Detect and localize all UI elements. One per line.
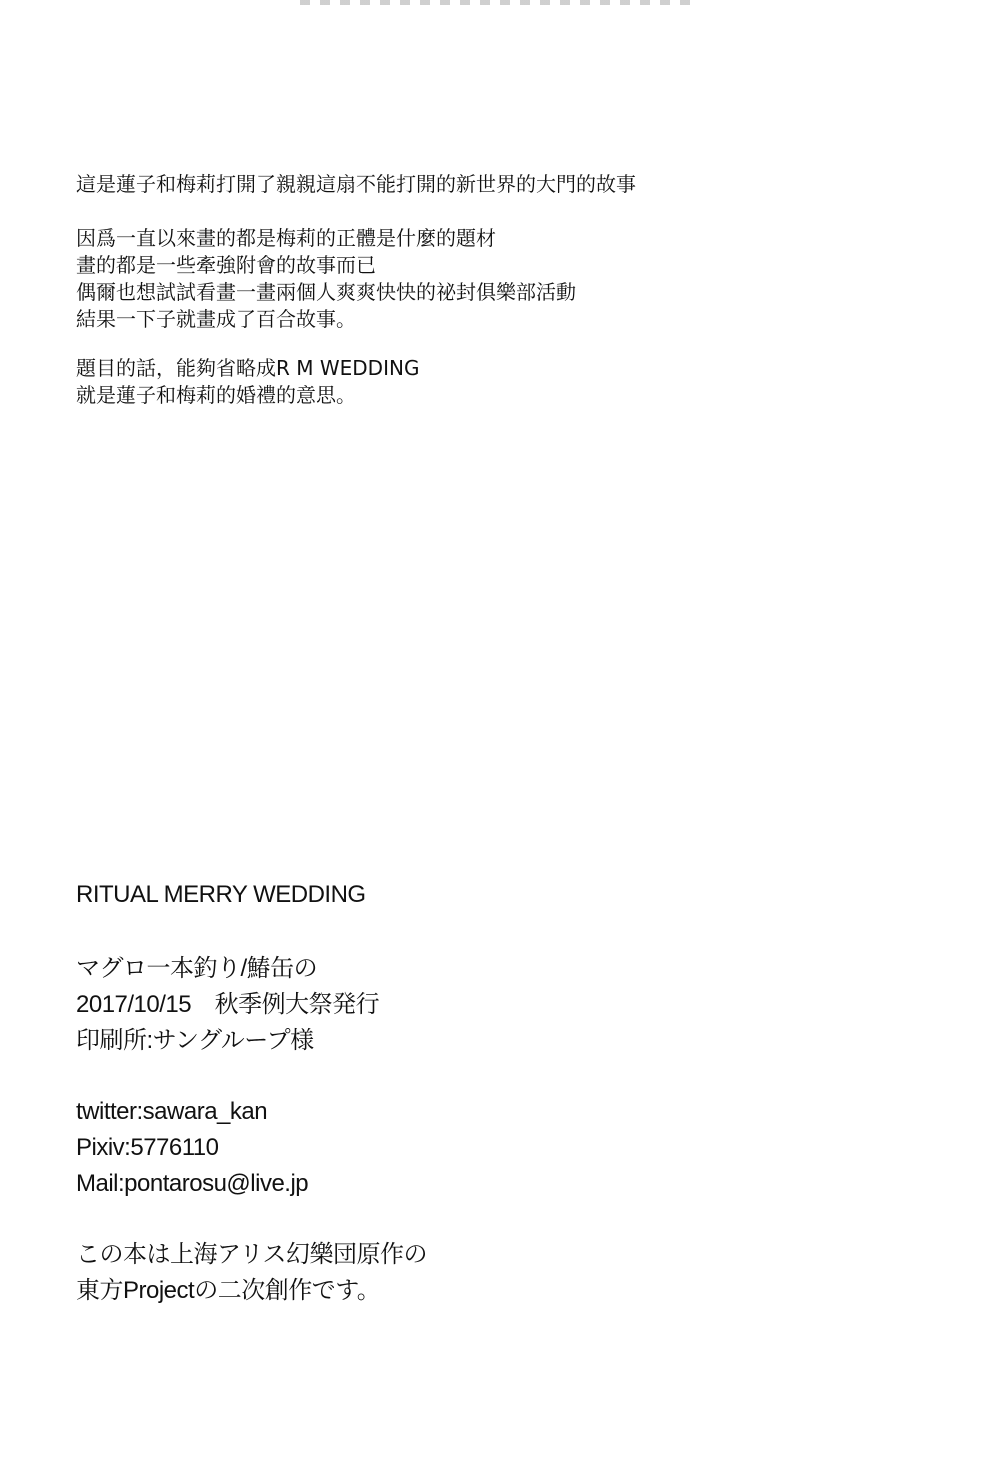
afterword-line: 結果一下子就畫成了百合故事。	[76, 307, 356, 331]
afterword-line: 就是蓮子和梅莉的婚禮的意思。	[76, 383, 356, 407]
afterword-line: 偶爾也想試試看畫一畫兩個人爽爽快快的祕封俱樂部活動	[76, 280, 576, 304]
notice-line: 東方Projectの二次創作です。	[76, 1277, 381, 1304]
contact-info	[76, 1094, 936, 1202]
publication-date: 2017/10/15 秋季例大祭発行	[76, 991, 380, 1018]
twitter-handle: twitter:sawara_kan	[76, 1098, 268, 1125]
printer-credit: 印刷所:サングループ様	[76, 1027, 314, 1054]
mail-address: Mail:pontarosu@live.jp	[76, 1170, 309, 1197]
circle-name: マグロ一本釣り/鰆缶の	[76, 955, 318, 982]
afterword-line: 因爲一直以來畫的都是梅莉的正體是什麼的題材	[76, 226, 496, 250]
afterword-line: 畫的都是一些牽強附會的故事而已	[76, 253, 376, 277]
afterword-line: 這是蓮子和梅莉打開了親親這扇不能打開的新世界的大門的故事	[76, 172, 636, 196]
afterword-line: 題目的話，能夠省略成R M WEDDING	[76, 356, 420, 380]
afterword-paragraph-1	[76, 171, 936, 198]
afterword-paragraph-3	[76, 355, 936, 409]
pixiv-id: Pixiv:5776110	[76, 1134, 219, 1161]
book-title: RITUAL MERRY WEDDING	[76, 881, 366, 908]
derivative-notice	[76, 1237, 936, 1309]
scan-edge-mark	[300, 0, 700, 5]
notice-line: この本は上海アリス幻樂団原作の	[76, 1241, 428, 1268]
afterword-paragraph-2	[76, 225, 936, 333]
book-title-block	[76, 877, 936, 913]
publication-info	[76, 951, 936, 1059]
